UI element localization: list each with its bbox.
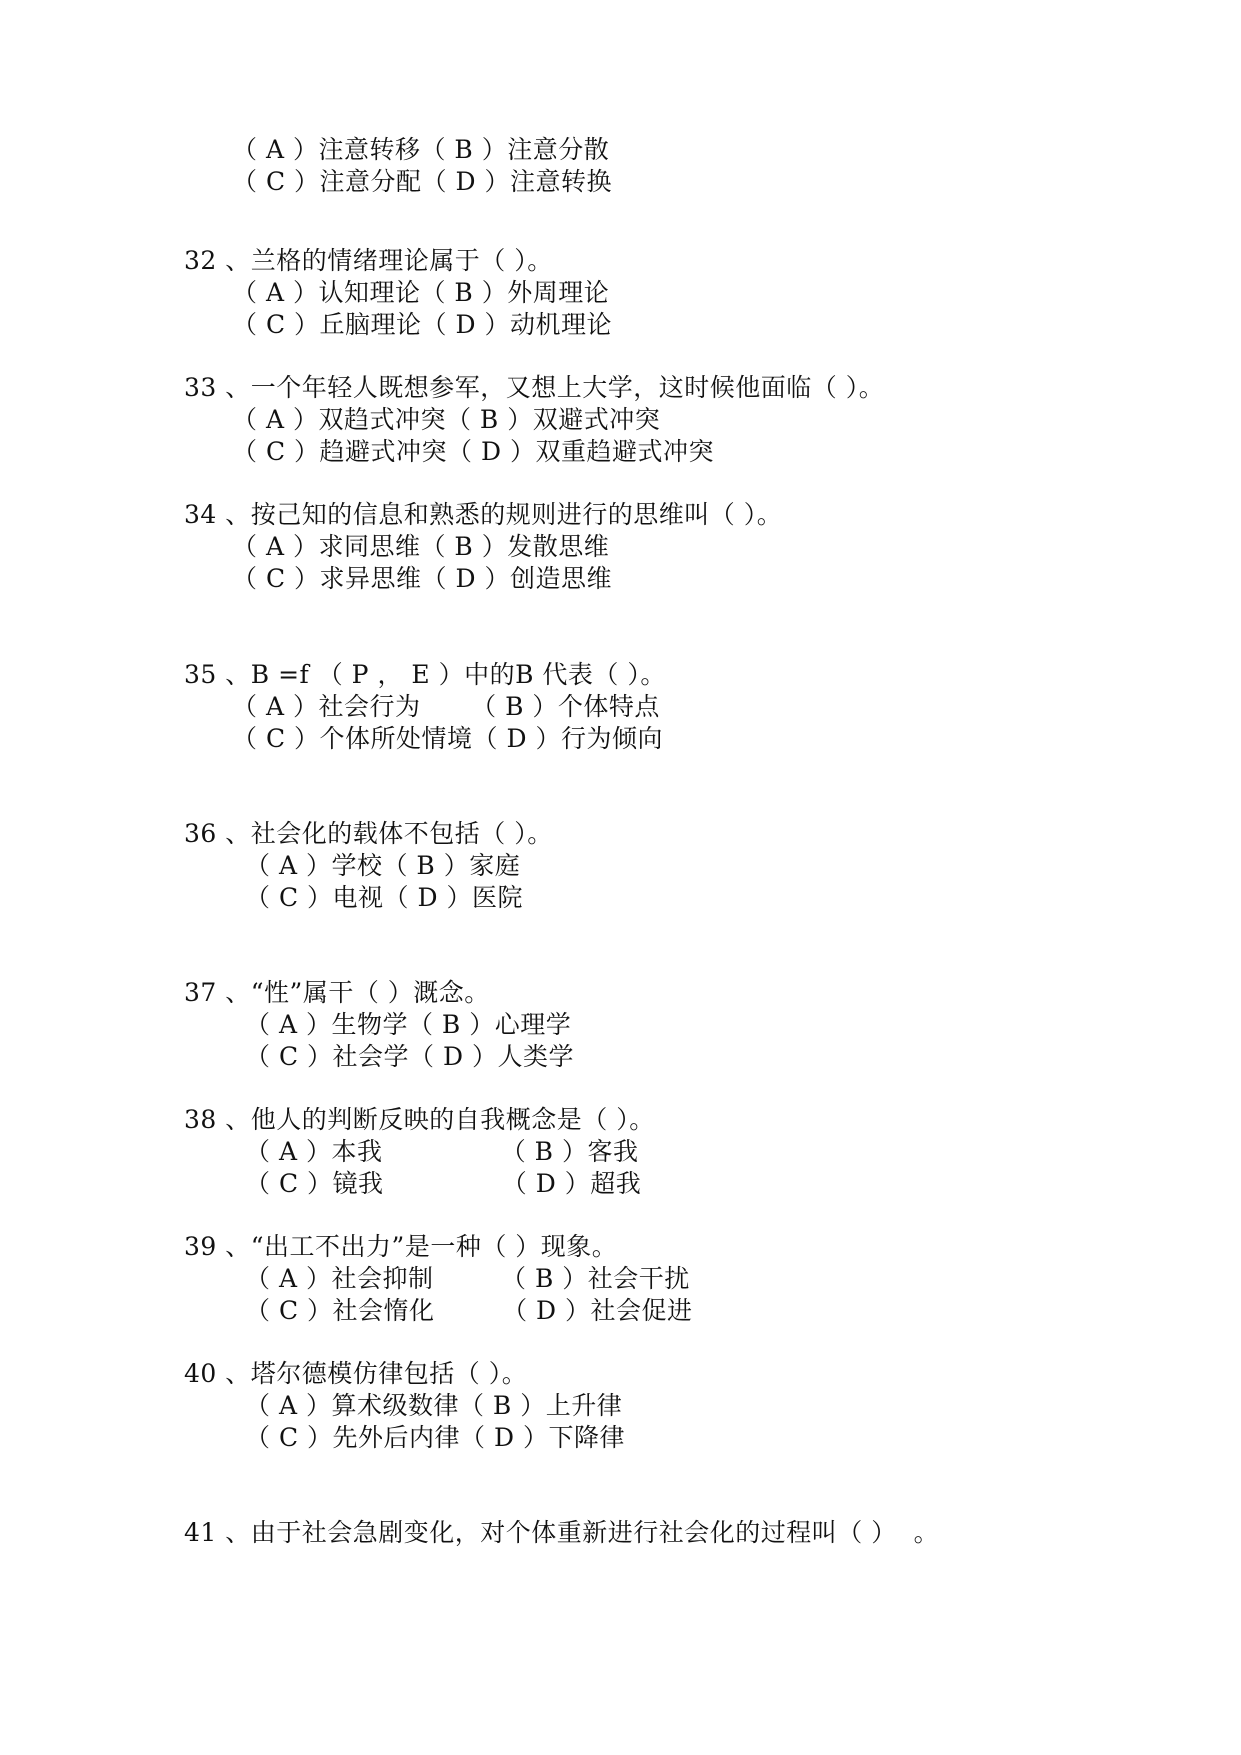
option-line: （ A ）双趋式冲突（ B ）双避式冲突 [232, 405, 661, 434]
option-line: （ C ）丘脑理论（ D ）动机理论 [232, 310, 612, 339]
option-line: （ A ）算术级数律（ B ）上升律 [245, 1391, 623, 1420]
option-line: （ C ）注意分配（ D ）注意转换 [232, 167, 612, 196]
question-38: 38 、他人的判断反映的自我概念是（ ）。 [184, 1105, 655, 1134]
option-line: （ A ）学校（ B ）家庭 [245, 851, 521, 880]
option-line: （ A ）社会抑制 （ B ）社会干扰 [245, 1264, 690, 1293]
question-39: 39 、“出工不出力”是一种（ ）现象。 [184, 1232, 618, 1261]
question-40: 40 、塔尔德模仿律包括（ ）。 [184, 1359, 528, 1388]
option-line: （ C ）电视（ D ）医院 [245, 883, 523, 912]
option-line: （ C ）社会惰化 （ D ）社会促进 [245, 1296, 693, 1325]
question-36: 36 、社会化的载体不包括（ ）。 [184, 819, 553, 848]
option-line: （ C ）趋避式冲突（ D ）双重趋避式冲突 [232, 437, 714, 466]
question-35: 35 、B =f （ P ， E ）中的B 代表（ ）。 [184, 660, 666, 689]
question-37: 37 、“性”属干（ ）溉念。 [184, 978, 490, 1007]
option-line: （ C ）镜我 （ D ）超我 [245, 1169, 642, 1198]
option-line: （ A ）注意转移（ B ）注意分散 [232, 135, 610, 164]
question-41: 41 、由于社会急剧变化，对个体重新进行社会化的过程叫（ ） 。 [184, 1518, 940, 1547]
option-line: （ C ）社会学（ D ）人类学 [245, 1042, 574, 1071]
option-line: （ C ）求异思维（ D ）创造思维 [232, 564, 612, 593]
option-line: （ A ）社会行为 （ B ）个体特点 [232, 692, 660, 721]
question-34: 34 、按己知的信息和熟悉的规则进行的思维叫（ ）。 [184, 500, 783, 529]
option-line: （ C ）个体所处情境（ D ）行为倾向 [232, 724, 663, 753]
option-line: （ A ）生物学（ B ）心理学 [245, 1010, 572, 1039]
question-32: 32 、兰格的情绪理论属于（ ）。 [184, 246, 553, 275]
option-line: （ A ）求同思维（ B ）发散思维 [232, 532, 610, 561]
option-line: （ A ）认知理论（ B ）外周理论 [232, 278, 610, 307]
option-line: （ C ）先外后内律（ D ）下降律 [245, 1423, 625, 1452]
question-33: 33 、一个年轻人既想参军，又想上大学，这时候他面临（ ）。 [184, 373, 885, 402]
option-line: （ A ）本我 （ B ）客我 [245, 1137, 639, 1166]
